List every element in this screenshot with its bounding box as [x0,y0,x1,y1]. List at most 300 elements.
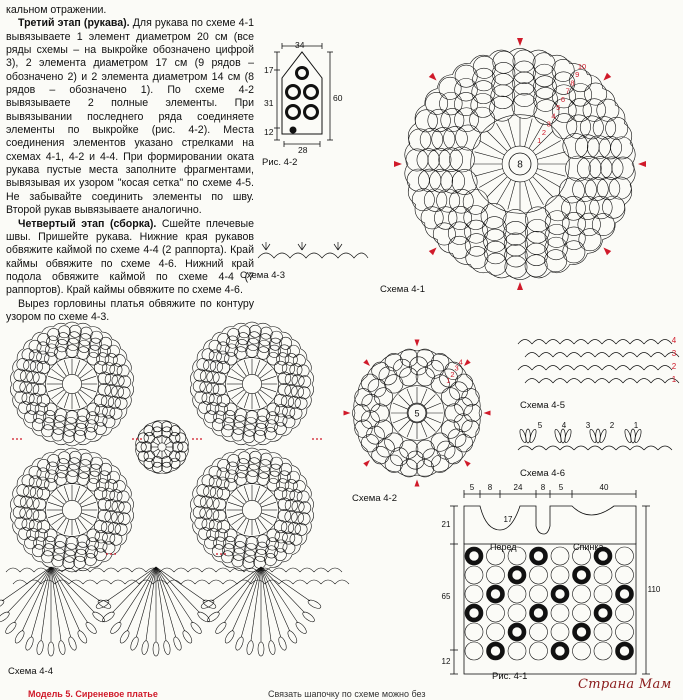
schema-4-4-label: Схема 4-4 [8,666,53,677]
chain-loop [58,452,70,464]
chain-loop [481,203,506,228]
mesh-arc [104,568,118,572]
fan-petal [13,629,25,644]
ris-4-2-diagram [262,40,342,160]
chain-loop [110,407,122,419]
chain-loop [205,411,217,423]
chain-loop [194,369,206,381]
stitch-spoke [228,513,243,518]
chain-loop [400,459,418,477]
mesh-arc [307,580,321,584]
row-number: 2 [541,127,547,137]
motif-circle [530,585,548,603]
stitch-spoke [228,376,243,381]
bodice-outline [464,506,636,544]
mesh-arc [532,340,546,345]
chain-loop [283,542,295,554]
row-number: 3 [671,349,677,359]
mesh-arc [27,580,41,584]
row-number: 8 [570,78,575,88]
chain-loop [15,391,27,403]
chain-loop [197,358,209,370]
chain-loop [243,431,255,443]
chain-loop [87,529,100,542]
chain-loop [234,409,247,422]
chain-loop [473,56,495,78]
mesh-arc [237,580,251,584]
mesh-arc [574,340,588,345]
motif-hole [512,627,522,637]
chain-loop [110,533,122,545]
mesh-arc [181,580,195,584]
chain-loop [17,358,29,370]
base-arc [546,446,560,450]
motif-circle [616,623,634,641]
chain-loop [207,528,219,540]
chain-loop [14,369,26,381]
center-number: 5 [414,408,420,419]
motif-circle [594,623,612,641]
mesh-arc [609,379,623,384]
step-four-heading: Четвертый этап (сборка). [18,217,157,230]
mesh-arc [13,580,27,584]
fan-stitch [224,567,261,623]
fan-petal [234,636,245,651]
motif-circle [530,642,548,660]
stitch-spoke [479,173,504,188]
schema-4-4-diagram [6,322,341,667]
chain-loop [545,196,570,221]
chain-loop [15,517,27,529]
chain-loop [78,340,90,352]
fan-petal [24,636,35,651]
chain-loop [295,397,307,409]
step-four-paragraph [6,218,254,298]
connection-arrow [415,340,420,347]
motif-circle [594,566,612,584]
center-ring [242,374,261,393]
chain-loop [74,556,86,568]
motif-circle [465,623,483,641]
chain-loop [585,83,607,105]
mesh-arc [581,379,595,384]
mesh-arc [532,366,546,371]
chain-loop [48,328,60,340]
stitch-spoke [496,123,511,148]
chain-loop [202,349,214,361]
chain-loop [473,68,496,91]
chain-loop [455,374,473,392]
chain-loop [105,479,117,491]
chain-loop [295,523,307,535]
chain-loop [38,333,50,345]
chain-loop [58,326,70,338]
chain-loop [290,533,302,545]
chain-loop [170,426,180,436]
chain-loop [445,404,463,422]
chain-loop [287,345,299,357]
connection-arrow [462,359,470,367]
connection-arrow [415,480,420,487]
chain-loop [44,478,57,491]
ris-4-1-label: Рис. 4-1 [492,671,528,682]
chain-loop [234,535,247,548]
chain-loop [470,107,495,132]
center-number: 8 [517,159,523,171]
stitch-spoke [537,152,565,160]
fan-petal [301,610,316,623]
mesh-arc [216,568,230,572]
ris-4-2-label: Рис. 4-2 [262,157,298,168]
fan-petal [258,642,264,656]
chain-loop [456,125,481,150]
chain-loop [583,99,606,122]
intro-tail: кальном отражении. [6,4,107,16]
fan-stitch [261,567,298,623]
fan-petal [4,621,18,635]
stitch-spoke [255,360,260,375]
fan-petal [246,640,254,655]
chain-loop [94,422,106,434]
motif-hole [577,570,587,580]
chain-loop [264,427,276,439]
stitch-spoke [487,177,508,198]
base-arc [532,446,546,450]
mesh-arc [658,366,672,371]
chain-loop [90,331,102,343]
dim-value: 21 [441,520,451,530]
chain-loop [215,529,227,541]
chain-loop [385,433,403,451]
fan-petal [0,610,11,623]
mesh-arc [602,340,616,345]
motif-circle [551,604,569,622]
chain-loop [602,196,624,218]
chain-loop [258,340,270,352]
chain-loop [257,347,270,360]
step-number: 2 [609,421,615,431]
chain-loop [69,451,81,463]
row-number: 4 [551,111,556,121]
chain-loop [434,207,457,230]
row-number: 2 [671,362,677,372]
stitch-spoke [399,420,410,431]
fan-petal [58,640,66,655]
chain-loop [107,345,119,357]
chain-loop [224,352,237,365]
fan-petal [84,621,98,635]
stitch-spoke [475,152,503,160]
stitch-spoke [426,417,441,423]
chain-loop [372,446,390,464]
row-number: 1 [446,376,451,386]
base-arc [644,446,658,450]
chain-loop [35,403,47,415]
fan-border [0,567,349,656]
stitch-spoke [261,513,276,518]
fan-petal [109,621,123,635]
fan-petal [294,621,308,635]
step-number: 1 [633,421,639,431]
stitch-spoke [75,486,80,501]
chain-loop [421,207,443,229]
chain-loop [90,457,102,469]
stitch-spoke [228,387,243,392]
motif-hole [620,646,630,656]
stitch-spoke [424,395,435,406]
chain-loop [95,414,107,426]
chain-loop [361,434,379,452]
stitch-spoke [228,502,243,507]
chain-loop [77,347,90,360]
chain-loop [412,189,434,211]
chain-loop [195,391,207,403]
motif-hole [491,589,501,599]
fan-petal [0,598,5,610]
motif-hole [598,551,608,561]
mesh-arc [174,568,188,572]
motif-hole [577,627,587,637]
scallop-edge [190,322,313,446]
connection-arrow [462,458,470,466]
chain-loop [254,430,266,442]
connection-arrow [601,245,611,255]
fan-petal [277,636,288,651]
motif-hole [469,551,479,561]
mesh-arc [111,580,125,584]
motif-bottom-right [190,448,313,572]
stitch-spoke [508,119,516,147]
chain-loop [466,246,488,268]
chain-loop [54,409,67,422]
chain-loop [439,77,461,99]
mesh-arc [644,366,658,371]
chain-loop [462,420,480,438]
chain-loop [274,422,286,434]
chain-loop [291,512,303,524]
stitch-spoke [153,442,159,445]
chain-loop [29,466,41,478]
motif-hole [469,608,479,618]
connection-arrow [517,38,523,46]
watermark-logo: Страна Мам [578,677,672,692]
dim-value: 65 [441,592,451,602]
motif-hole [555,646,565,656]
chain-loop [238,326,250,338]
fan-petal [153,642,159,656]
dim-value: 40 [599,483,609,493]
chain-loop [176,433,186,443]
step-three-body: Для рукава по схеме 4-1 вывязываете 1 элемент диаметром 20 см (все ряды схемы – на выкройке обозначено цифрой 3), 2 элемента диаметром 17 см (9 рядов – обозначено 2) и 2 элемента диаметром 14 см (8 рядов – обозначено 1). По схеме 4-2 вывязываете 2 полные элементы. При вывязывании последнего ряда соединяете элементы по выкройке (рис. 4-2). Места соединения элементов указано стрелками на схемах 4-1, 4-2 и 4-4. При формировании оката рукава пустые места заполните фрагментами, вывязывая их узором "косая сетка" по схеме 4-5. Не забывайте соединить элементы по шву. Второй рукав вывязываете аналогично. [6,17,254,217]
stitch-spoke [64,360,69,375]
motif-circle [594,642,612,660]
fan-petal [307,598,322,610]
mesh-arc [286,568,300,572]
chain-loop [197,484,209,496]
chain-loop [54,415,66,427]
stitch-spoke [261,502,276,507]
stitch-spoke [48,376,63,381]
schema-4-5-diagram [518,330,678,390]
stitch-spoke [393,403,408,409]
scallop-edge [10,322,133,446]
mesh-arc [651,379,665,384]
chain-loop [290,407,302,419]
chain-loop [285,479,297,491]
motif-circle [508,604,526,622]
motif-circle [573,604,591,622]
stitch-spoke [157,451,160,457]
chain-loop [103,542,115,554]
fan-stitch [14,567,51,623]
stitch-spoke [157,438,160,444]
mesh-arc [209,580,223,584]
chain-loop [84,553,96,565]
chain-loop [433,223,455,245]
mesh-arc [658,340,672,345]
picot-edge [518,429,672,450]
fan-petal [118,629,130,644]
connection-arrow [601,73,611,83]
row-number: 5 [556,103,561,113]
stitch-spoke [426,403,441,409]
mesh-arc [69,580,83,584]
row-number: 9 [575,70,580,80]
ris-4-2-dim-left-mid: 31 [264,98,274,108]
fan-petal [223,629,235,644]
stitch-spoke [421,422,427,437]
chain-loop [38,459,50,471]
stitch-spoke [75,519,80,534]
mesh-arc [279,580,293,584]
chain-loop [283,416,295,428]
stitch-spoke [424,420,435,431]
chain-loop [25,537,37,549]
chain-loop [361,374,379,392]
row-number: 3 [546,119,551,129]
chain-loop [117,365,129,377]
chain-loop [243,557,255,569]
motif-circle [487,623,505,641]
scallop-edge [190,448,313,572]
mesh-arc [560,340,574,345]
stitch-spoke [529,180,544,205]
chain-loop [270,457,282,469]
mesh-arc [539,353,553,358]
chain-loop [606,117,628,139]
mesh-arc [300,568,314,572]
stitch-spoke [244,486,249,501]
chain-loop [54,541,66,553]
chain-loop [597,99,619,121]
chain-loop [41,551,53,563]
chain-loop [298,387,310,399]
motif-circle [487,566,505,584]
step-number: 5 [537,421,543,431]
schema-4-6-diagram [518,420,678,460]
ris-4-1-diagram [440,483,661,686]
chain-loop [94,548,106,560]
chain-loop [512,83,536,107]
chain-loop [144,458,154,468]
fan-petal [268,640,276,655]
chain-loop [22,475,34,487]
mesh-arc [118,568,132,572]
row-number: 6 [560,94,566,104]
mesh-arc [6,568,20,572]
mesh-arc [623,353,637,358]
chain-loop [138,433,148,443]
mesh-arc [595,379,609,384]
row-number: 7 [565,86,570,96]
mesh-arc [76,568,90,572]
mesh-arc [97,580,111,584]
mesh-arc [574,366,588,371]
chain-loop [455,434,473,452]
back-label: Спинка [573,542,604,552]
chain-loop [275,414,287,426]
chain-loop [426,92,448,114]
chain-loop [20,496,32,508]
center-ring [62,374,81,393]
chain-loop [176,451,186,461]
motif-circle [616,604,634,622]
chain-loop [267,403,280,416]
chain-loop [275,540,287,552]
mesh-arc [630,340,644,345]
ris-4-2-dim-left-upper: 17 [264,65,274,75]
stitch-spoke [64,519,69,534]
motif-circle [551,547,569,565]
chain-loop [115,397,127,409]
chain-loop [224,478,237,491]
connection-arrow [484,411,491,416]
chain-loop [69,325,81,337]
mesh-arc [644,340,658,345]
chain-loop [424,189,447,212]
stitch-spoke [525,181,533,209]
stitch-spoke [64,393,69,408]
base-arc [574,446,588,450]
stitch-spoke [166,442,172,445]
chain-loop [96,353,108,365]
stitch-spoke [255,393,260,408]
chain-loop [41,425,53,437]
chain-loop [63,557,75,569]
chain-loop [577,156,601,180]
stitch-spoke [255,519,260,534]
stitch-spoke [393,417,408,423]
mesh-arc [651,353,665,358]
chain-loop [355,389,373,407]
mesh-arc [188,568,202,572]
chain-loop [117,491,129,503]
mesh-arc [616,366,630,371]
connection-arrow [394,161,402,167]
chain-loop [254,556,266,568]
chain-loop [299,502,311,514]
fan-petal [172,636,183,651]
center-ring [158,443,166,451]
motif-circle [573,642,591,660]
chain-loop [297,491,309,503]
stitch-spoke [255,486,260,501]
chain-loop [416,368,434,386]
chain-loop [48,454,60,466]
chain-loop [455,78,478,101]
diagonal-mesh [518,340,679,384]
fan-stitch [156,567,193,623]
